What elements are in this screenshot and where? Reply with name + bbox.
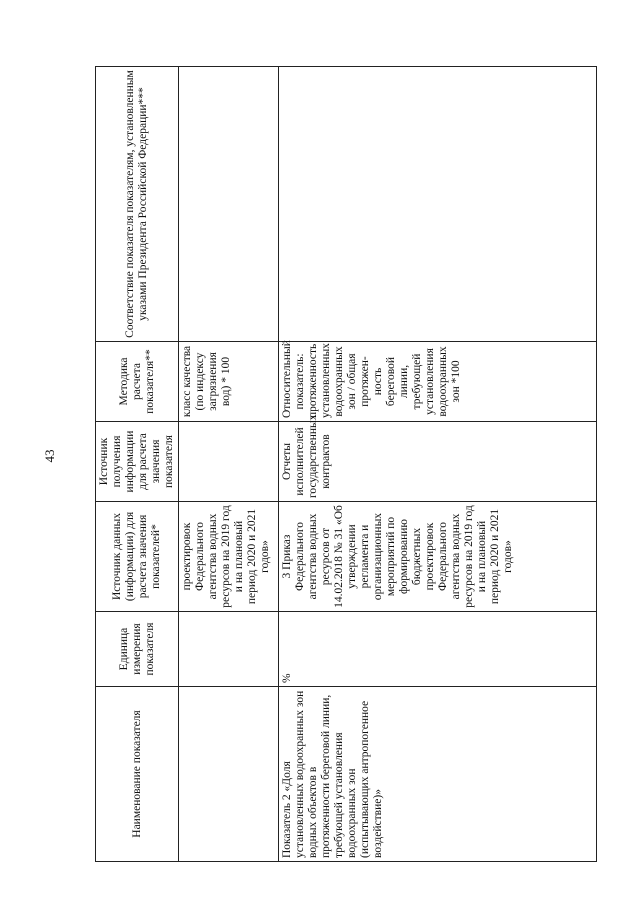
cell-source-info: Отчеты исполнителей государственных контрактов	[279, 422, 597, 502]
cell-unit	[179, 612, 279, 687]
cell-indicator-name	[179, 687, 279, 862]
header-source-data: Источник данных (информации) для расчета значения показателей*	[96, 502, 179, 612]
cell-method: Относительный показатель: протяженность установленных водоохранных зон / общая протяжен-ность береговой линии, требующей установления водоохранных зон *100	[279, 342, 597, 422]
cell-source-data: 3 Приказ Федерального агентства водных ресурсов от 14.02.2018 № 31 «Об утверждении регламента и организационных мероприятий по формированию бюджетных проектировок Федерального агентства водных ресурсов на 2019 год и на плановый период 2020 и 2021 годов»	[279, 502, 597, 612]
table-row	[279, 67, 597, 862]
header-unit: Единица измерения показателя	[96, 612, 179, 687]
rotated-table-wrapper	[95, 67, 585, 862]
header-indicator-name: Наименование показателя	[96, 687, 179, 862]
table-row	[179, 67, 279, 862]
header-method: Методика расчета показателя**	[96, 342, 179, 422]
header-source-info: Источник получения информации для расчета значения показателя	[96, 422, 179, 502]
cell-unit: %	[279, 612, 597, 687]
header-compliance: Соответствие показателя показателям, установленным указами Президента Российской Федерации***	[96, 67, 179, 342]
cell-indicator-name: Показатель 2 «Доля установленных водоохранных зон водных объектов в протяженности береговой линии, требующей установления водоохранных зон (испытывающих антропогенное воздействие)»	[279, 687, 597, 862]
cell-source-info	[179, 422, 279, 502]
cell-compliance	[279, 67, 597, 342]
cell-source-data: проектировок Федерального агентства водных ресурсов на 2019 год и на плановый период 2020 и 2021 годов»	[179, 502, 279, 612]
page-number: 43	[42, 449, 57, 463]
cell-compliance	[179, 67, 279, 342]
table-header-row	[96, 67, 179, 862]
cell-method: класс качества (по индексу загрязнения вод) * 100	[179, 342, 279, 422]
indicator-table	[95, 66, 597, 862]
